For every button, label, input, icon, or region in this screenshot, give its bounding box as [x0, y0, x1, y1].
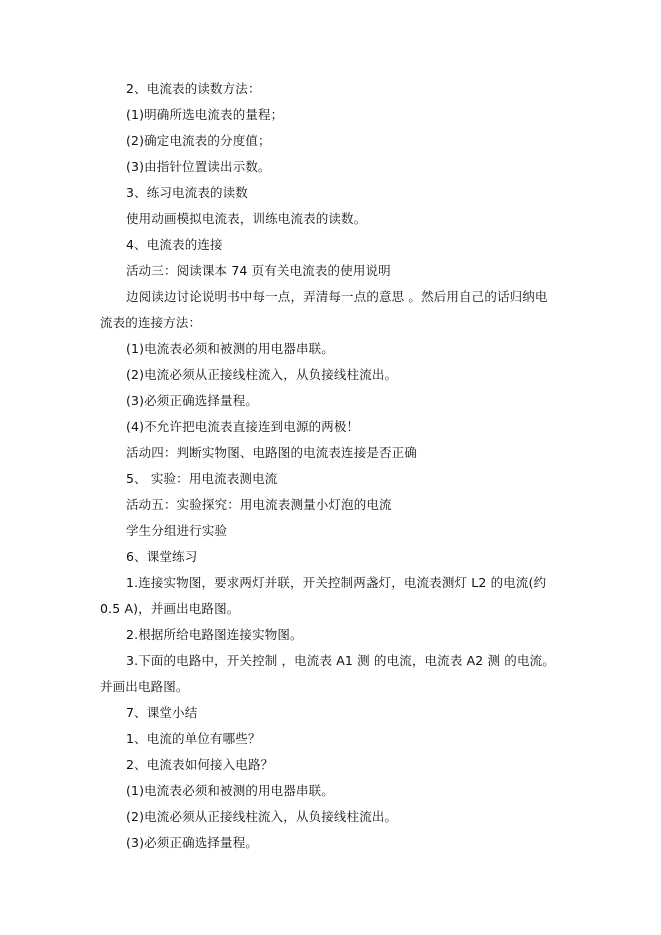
exercise-two: 2.根据所给电路图连接实物图。: [126, 627, 303, 642]
activity-five: 活动五：实验探究：用电流表测量小灯泡的电流: [126, 497, 392, 512]
rule-terminals: (2)电流必须从正接线柱流入，从负接线柱流出。: [126, 367, 398, 382]
heading-practice-reading: 3、练习电流表的读数: [126, 185, 248, 200]
paragraph-discussion: 边阅读边讨论说明书中每一点，弄清每一点的意思 。然后用自己的话归纳电: [126, 289, 548, 304]
rule-range: (3)必须正确选择量程。: [126, 393, 259, 408]
summary-rule-terminals: (2)电流必须从正接线柱流入，从负接线柱流出。: [126, 809, 398, 824]
exercise-three: 3.下面的电路中，开关控制 ，电流表 A1 测 的电流，电流表 A2 测 的电流。: [126, 653, 555, 668]
summary-rule-range: (3)必须正确选择量程。: [126, 835, 259, 850]
paragraph-discussion-cont: 流表的连接方法：: [100, 315, 202, 330]
activity-three: 活动三：阅读课本 74 页有关电流表的使用说明: [126, 263, 391, 278]
rule-no-direct-connect: (4)不允许把电流表直接连到电源的两极！: [126, 419, 360, 434]
heading-ammeter-reading-method: 2、电流表的读数方法：: [126, 81, 261, 96]
summary-rule-series: (1)电流表必须和被测的用电器串联。: [126, 783, 334, 798]
exercise-one-cont: 0.5 A)，并画出电路图。: [100, 601, 240, 616]
rule-series: (1)电流表必须和被测的用电器串联。: [126, 341, 334, 356]
step-range: (1)明确所选电流表的量程；: [126, 107, 284, 122]
paragraph-animation: 使用动画模拟电流表，训练电流表的读数。: [126, 211, 367, 226]
heading-class-exercise: 6、课堂练习: [126, 549, 198, 564]
activity-four: 活动四：判断实物图、电路图的电流表连接是否正确: [126, 445, 417, 460]
step-division-value: (2)确定电流表的分度值；: [126, 133, 271, 148]
summary-question-units: 1、电流的单位有哪些？: [126, 731, 261, 746]
paragraph-group-experiment: 学生分组进行实验: [126, 523, 228, 538]
exercise-one: 1.连接实物图，要求两灯并联，开关控制两盏灯，电流表测灯 L2 的电流(约: [126, 575, 547, 590]
heading-ammeter-connection: 4、电流表的连接: [126, 237, 223, 252]
heading-class-summary: 7、课堂小结: [126, 705, 198, 720]
summary-question-connect: 2、电流表如何接入电路？: [126, 757, 274, 772]
exercise-three-cont: 并画出电路图。: [100, 679, 189, 694]
heading-experiment: 5、 实验：用电流表测电流: [126, 471, 278, 486]
step-read-value: (3)由指针位置读出示数。: [126, 159, 271, 174]
